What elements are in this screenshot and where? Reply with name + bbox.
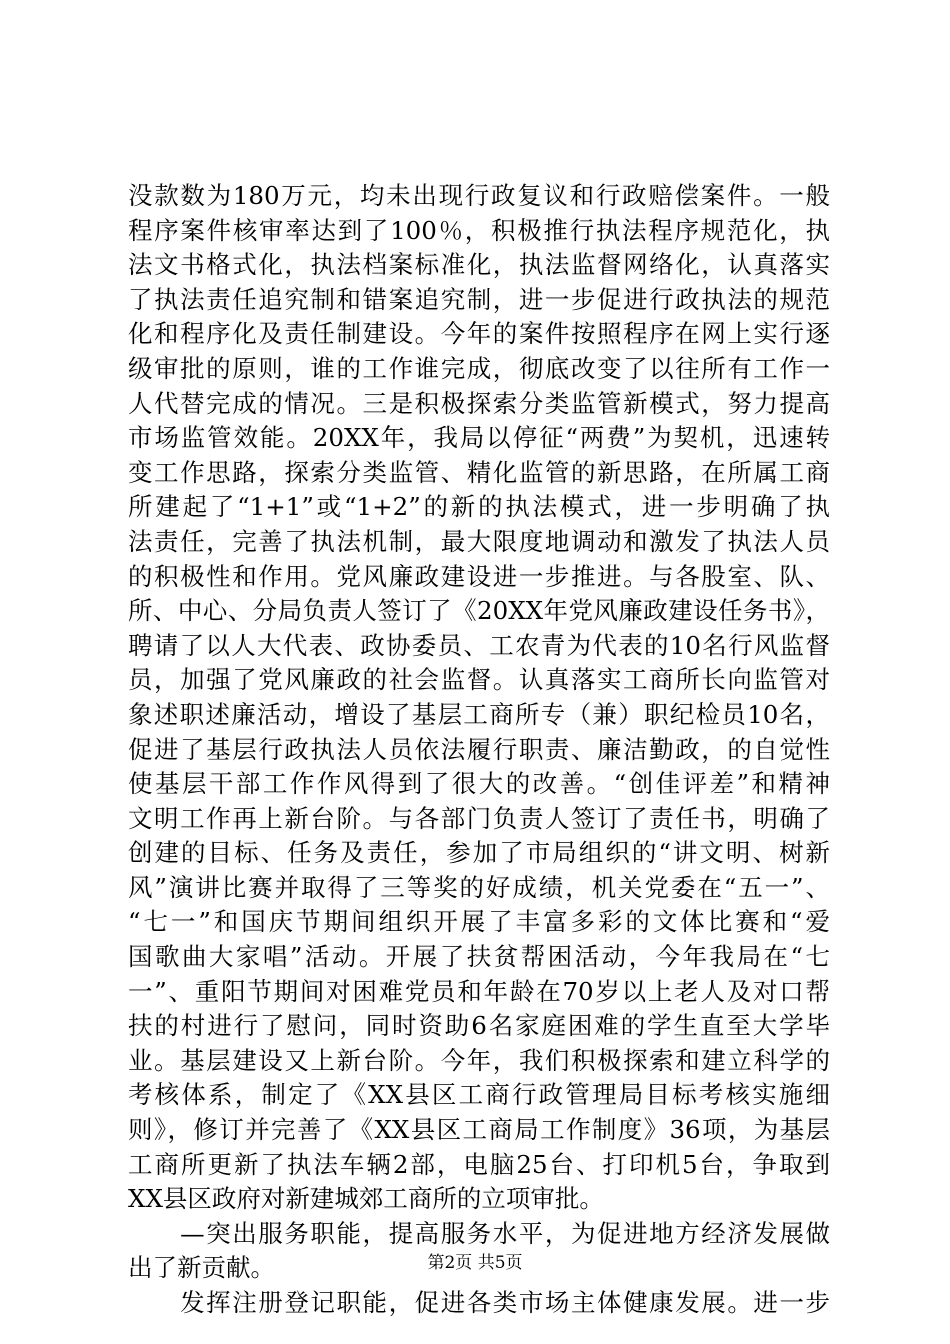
text-line: 所、中心、分局负责人签订了《20XX年党风廉政建设任务书》， [128,596,830,626]
text-line: 一”、重阳节期间对困难党员和年龄在70岁以上老人及对口帮 [128,976,830,1006]
text-line: 文明工作再上新台阶。与各部门负责人签订了责任书，明确了 [128,803,830,833]
text-line: XX县区政府对新建城郊工商所的立项审批。 [128,1184,604,1214]
text-line: —突出服务职能，提高服务水平，为促进地方经济发展做 [128,1218,830,1248]
text-line: 的积极性和作用。党风廉政建设进一步推进。与各股室、队、 [128,561,830,591]
body-text [128,179,830,1321]
text-line: 员，加强了党风廉政的社会监督。认真落实工商所长向监管对 [128,665,830,695]
text-line: 考核体系，制定了《XX县区工商行政管理局目标考核实施细 [128,1080,830,1110]
text-line: 发挥注册登记职能，促进各类市场主体健康发展。进一步 [128,1288,830,1317]
text-line: 了执法责任追究制和错案追究制，进一步促进行政执法的规范 [128,284,830,314]
text-line: 人代替完成的情况。三是积极探索分类监管新模式，努力提高 [128,388,830,418]
text-line: 则》，修订并完善了《XX县区工商局工作制度》36项，为基层 [128,1115,830,1145]
text-line: 扶的村进行了慰问，同时资助6名家庭困难的学生直至大学毕 [128,1011,830,1041]
text-line: 使基层干部工作作风得到了很大的改善。“创佳评差”和精神 [128,769,830,799]
text-line: 法责任，完善了执法机制，最大限度地调动和激发了执法人员 [128,526,830,556]
text-line: 化和程序化及责任制建设。今年的案件按照程序在网上实行逐 [128,319,830,349]
text-line: 出了新贡献。 [128,1253,275,1283]
text-line: 法文书格式化，执法档案标准化，执法监督网络化，认真落实 [128,250,830,280]
text-line: 级审批的原则，谁的工作谁完成，彻底改变了以往所有工作一 [128,353,830,383]
text-line: 象述职述廉活动，增设了基层工商所专（兼）职纪检员10名， [128,699,830,729]
text-line: 市场监管效能。20XX年，我局以停征“两费”为契机，迅速转 [128,423,830,453]
text-line: 业。基层建设又上新台阶。今年，我们积极探索和建立科学的 [128,1045,830,1075]
page-footer: 第2页 共5页 [427,1253,523,1273]
text-line: 变工作思路，探索分类监管、精化监管的新思路，在所属工商 [128,457,830,487]
text-line: 促进了基层行政执法人员依法履行职责、廉洁勤政，的自觉性 [128,734,830,764]
text-line: 工商所更新了执法车辆2部，电脑25台、打印机5台，争取到 [128,1149,830,1179]
text-line: 程序案件核审率达到了100％，积极推行执法程序规范化，执 [128,215,830,245]
text-line: 没款数为180万元，均未出现行政复议和行政赔偿案件。一般 [128,181,830,210]
text-line: 国歌曲大家唱”活动。开展了扶贫帮困活动，今年我局在“七 [128,942,830,972]
text-line: 创建的目标、任务及责任，参加了市局组织的“讲文明、树新 [128,838,830,868]
text-line: “七一”和国庆节期间组织开展了丰富多彩的文体比赛和“爱 [128,907,830,937]
text-line: 聘请了以人大代表、政协委员、工农青为代表的10名行风监督 [128,630,830,660]
text-line: 风”演讲比赛并取得了三等奖的好成绩，机关党委在“五一”、 [128,872,830,902]
text-line: 所建起了“1+1”或“1+2”的新的执法模式，进一步明确了执 [128,492,830,522]
